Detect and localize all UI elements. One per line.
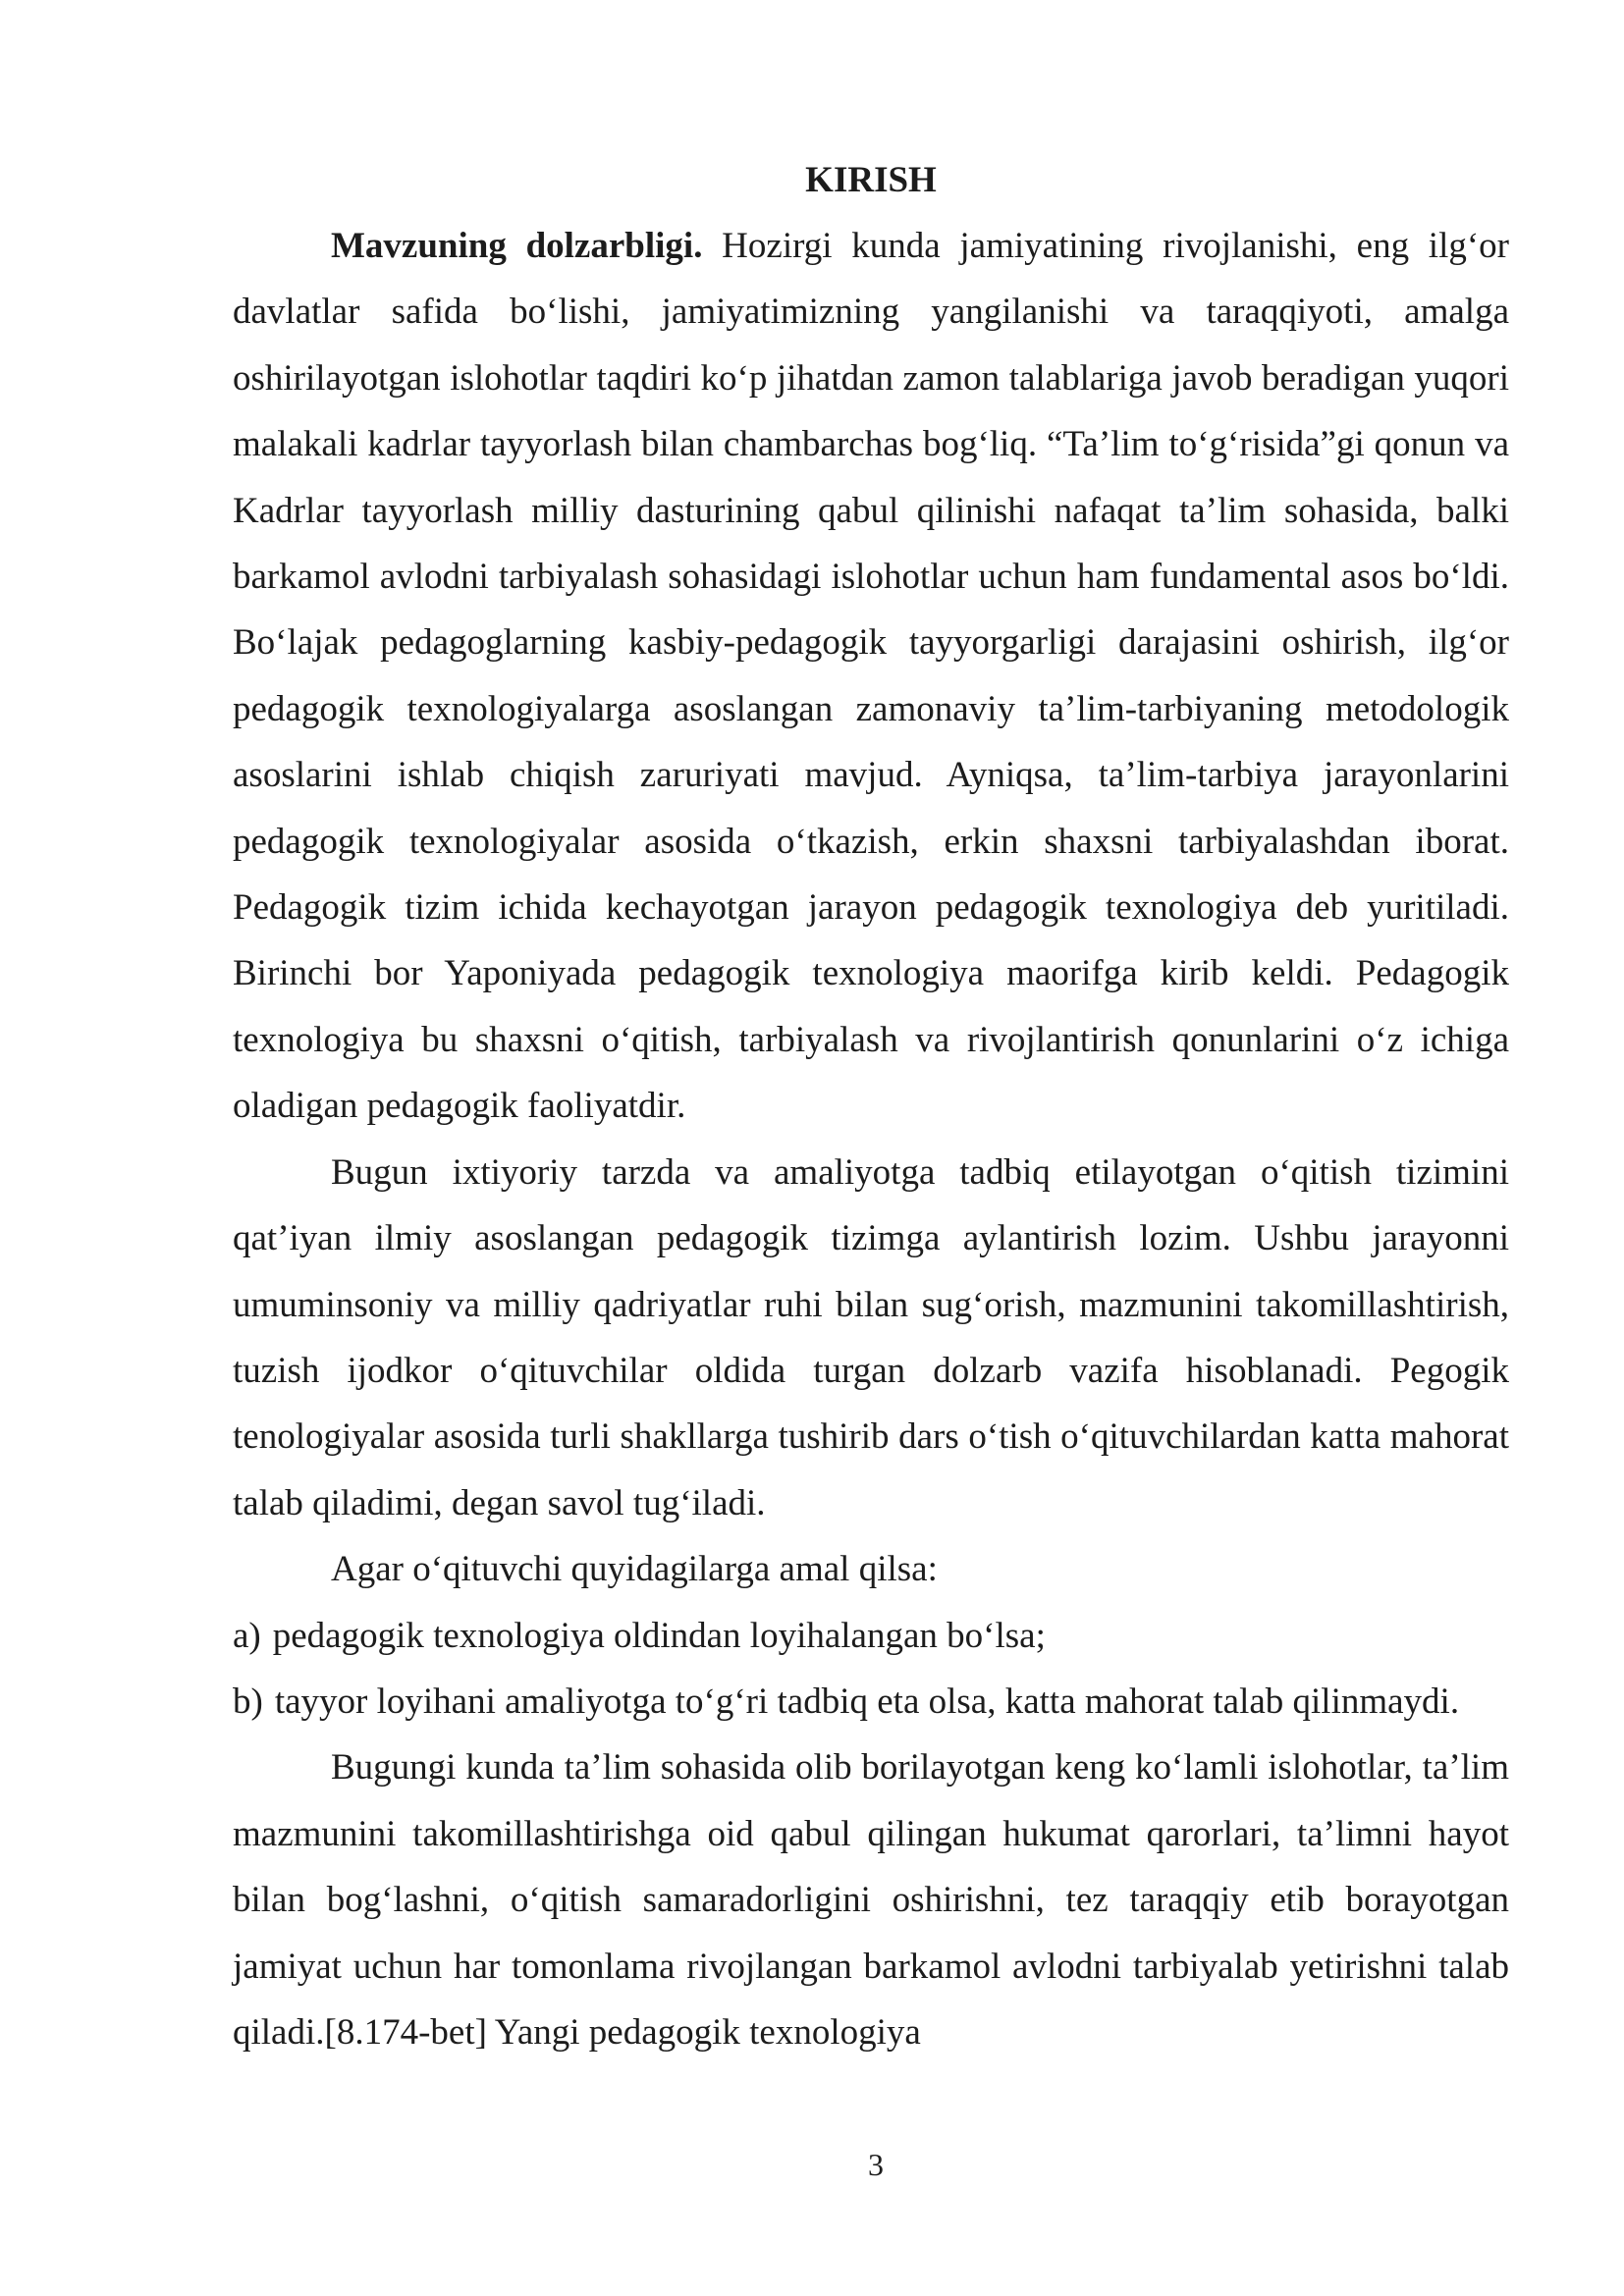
document-page: [233, 147, 1509, 2065]
list-marker: a): [233, 1615, 261, 1656]
list-item-text: pedagogik texnologiya oldindan loyihalangan bo‘lsa;: [272, 1615, 1046, 1656]
list-item-b: [233, 1669, 1509, 1735]
page-number: 3: [868, 2147, 884, 2182]
list-marker: b): [233, 1681, 263, 1722]
paragraph-closing: Bugungi kunda ta’lim sohasida olib borilayotgan keng ko‘lamli islohotlar, ta’lim mazmunini takomillashtirishga oid qabul qilingan hukumat qarorlari, ta’limni hayot bilan bog‘lashni, o‘qitish samaradorligini oshirishni, tez taraqqiy etib borayotgan jamiyat uchun har tomonlama rivojlangan barkamol avlodni tarbiyalab yetirishni talab qiladi.[8.174-bet] Yangi pedagogik texnologiya: [233, 1747, 1509, 2053]
paragraph-lead: Mavzuning dolzarbligi.: [331, 226, 703, 266]
section-title: KIRISH: [805, 160, 937, 200]
paragraph-text: Hozirgi kunda jamiyatining rivojlanishi, eng ilg‘or davlatlar safida bo‘lishi, jamiyatimizning yangilanishi va taraqqiyoti, amalga oshirilayotgan islohotlar taqdiri ko‘p jihatdan zamon talablariga javob beradigan yuqori malakali kadrlar tayyorlash bilan chambarchas bog‘liq. “Ta’lim to‘g‘risida”gi qonun va Kadrlar tayyorlash milliy dasturining qabul qilinishi nafaqat ta’lim sohasida, balki barkamol avlodni tarbiyalash sohasidagi islohotlar uchun ham fundamental asos bo‘ldi. Bo‘lajak pedagoglarning kasbiy-pedagogik tayyorgarligi darajasini oshirish, ilg‘or pedagogik texnologiyalarga asoslangan zamonaviy ta’lim-tarbiyaning metodologik asoslarini ishlab chiqish zaruriyati mavjud. Ayniqsa, ta’lim-tarbiya jarayonlarini pedagogik texnologiyalar asosida o‘tkazish, erkin shaxsni tarbiyalashdan iborat. Pedagogik tizim ichida kechayotgan jarayon pedagogik texnologiya deb yuritiladi. Birinchi bor Yaponiyada pedagogik texnologiya maorifga kirib keldi. Pedagogik texnologiya bu shaxsni o‘qitish, tarbiyalash va rivojlantirish qonunlarini o‘z ichiga oladigan pedagogik faoliyatdir.: [233, 226, 1509, 1127]
paragraph-2: Bugun ixtiyoriy tarzda va amaliyotga tadbiq etilayotgan o‘qitish tizimini qat’iyan ilmiy asoslangan pedagogik tizimga aylantirish lozim. Ushbu jarayonni umuminsoniy va milliy qadriyatlar ruhi bilan sug‘orish, mazmunini takomillashtirish, tuzish ijodkor o‘qituvchilar oldida turgan dolzarb vazifa hisoblanadi. Pegogik tenologiyalar asosida turli shakllarga tushirib dars o‘tish o‘qituvchilardan katta mahorat talab qiladimi, degan savol tug‘iladi.: [233, 1151, 1509, 1523]
paragraph-3: Agar o‘qituvchi quyidagilarga amal qilsa:: [331, 1549, 938, 1590]
list-item-text: tayyor loyihani amaliyotga to‘g‘ri tadbiq eta olsa, katta mahorat talab qilinmaydi.: [274, 1681, 1460, 1722]
list-item-a: [233, 1603, 1509, 1669]
paragraph-relevance: [233, 213, 1509, 1140]
